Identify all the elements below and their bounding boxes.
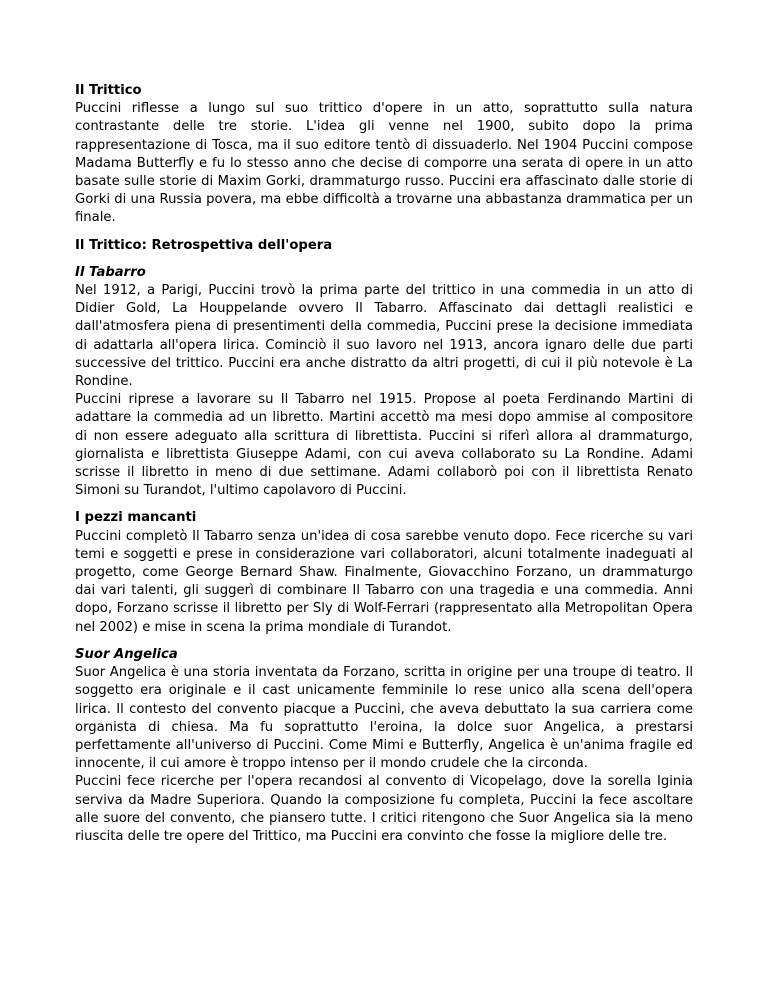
heading-suor-angelica: Suor Angelica bbox=[75, 646, 178, 662]
paragraph: Suor Angelica è una storia inventata da Forzano, scritta in origine per una troupe di teatro. Il soggetto era originale e il cast unicamente femminile lo rese unico alla scena dell'opera lirica. Il contesto del convento piacque a Puccini, che aveva debuttato la sua carriera come organista di chiesa. Ma fu soprattutto l'eroina, la dolce suor Angelica, a prestarsi perfettamente all'universo di Puccini. Come Mimi e Butterfly, Angelica è un'anima fragile ed innocente, il cui amore è troppo intenso per il mondo crudele che la circonda. bbox=[75, 665, 693, 772]
paragraph: Nel 1912, a Parigi, Puccini trovò la prima parte del trittico in una commedia in un atto di Didier Gold, La Houppelande ovvero Il Tabarro. Affascinato dai dettagli realistici e dall'atmosfera piena di presentimenti della commedia, Puccini prese la decisione immediata di adattarla all'opera lirica. Cominciò il suo lavoro nel 1913, ancora ignaro delle due parti successive del trittico. Puccini era anche distratto da altri progetti, di cui il più notevole è La Rondine. bbox=[75, 283, 693, 390]
heading-il-trittico: Il Trittico bbox=[75, 83, 142, 98]
section-il-tabarro bbox=[75, 264, 693, 501]
section-il-trittico bbox=[75, 82, 693, 228]
paragraph: Puccini fece ricerche per l'opera recandosi al convento di Vicopelago, dove la sorella Iginia serviva da Madre Superiora. Quando la composizione fu completa, Puccini la fece ascoltare alle suore del convento, che piansero tutte. I critici ritengono che Suor Angelica sia la meno riuscita delle tre opere del Trittico, ma Puccini era convinto che fosse la migliore delle tre. bbox=[75, 774, 693, 844]
heading-il-tabarro: Il Tabarro bbox=[75, 264, 146, 280]
document-page bbox=[75, 82, 693, 855]
heading-i-pezzi-mancanti: I pezzi mancanti bbox=[75, 510, 197, 526]
section-suor-angelica bbox=[75, 646, 693, 846]
section-retrospettiva bbox=[75, 237, 693, 255]
paragraph: Puccini riflesse a lungo sul suo trittico d'opere in un atto, soprattutto sulla natura contrastante delle tre storie. L'idea gli venne nel 1900, subito dopo la prima rappresentazione di Tosca, ma il suo editore tentò di dissuaderlo. Nel 1904 Puccini compose Madama Butterfly e fu lo stesso anno che decise di comporre una serata di opere in un atto basate sulle storie di Maxim Gorki, drammaturgo russo. Puccini era affascinato dalle storie di Gorki di una Russia povera, ma ebbe difficoltà a trovarne una abbastanza drammatica per un finale. bbox=[75, 101, 693, 226]
heading-retrospettiva: Il Trittico: Retrospettiva dell'opera bbox=[75, 237, 333, 253]
section-i-pezzi-mancanti bbox=[75, 509, 693, 636]
paragraph: Puccini riprese a lavorare su Il Tabarro nel 1915. Propose al poeta Ferdinando Martini di adattare la commedia ad un libretto. Martini accettò ma mesi dopo ammise al compositore di non essere adeguato alla scrittura di librettista. Puccini si riferì allora al drammaturgo, giornalista e librettista Giuseppe Adami, con cui aveva collaborato su La Rondine. Adami scrisse il libretto in meno di due settimane. Adami collaborò poi con il librettista Renato Simoni su Turandot, l'ultimo capolavoro di Puccini. bbox=[75, 392, 693, 499]
paragraph: Puccini completò Il Tabarro senza un'idea di cosa sarebbe venuto dopo. Fece ricerche su vari temi e soggetti e prese in considerazione vari collaboratori, alcuni totalmente inadeguati al progetto, come George Bernard Shaw. Finalmente, Giovacchino Forzano, un drammaturgo dai vari talenti, gli suggerì di combinare Il Tabarro con una tragedia e una commedia. Anni dopo, Forzano scrisse il libretto per Sly di Wolf-Ferrari (rappresentato alla Metropolitan Opera nel 2002) e mise in scena la prima mondiale di Turandot. bbox=[75, 528, 693, 635]
